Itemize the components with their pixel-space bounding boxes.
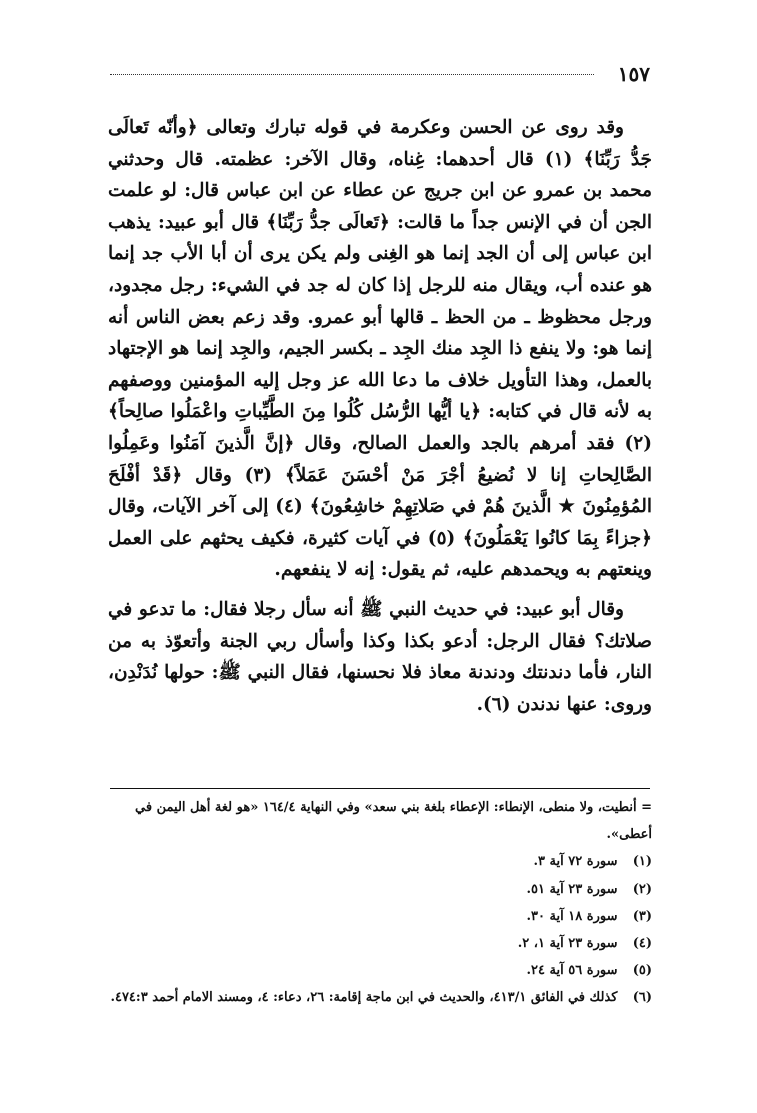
footnotes bbox=[108, 794, 652, 1012]
footnote-continuation: = أنطيت، ولا منطى، الإنطاء: الإعطاء بلغة بني سعد» وفي النهاية ١٦٤/٤ «هو لغة أهل اليمن في أعطى». bbox=[135, 800, 652, 843]
footnote-marker: (٤) bbox=[632, 936, 652, 952]
footnote-text: سورة ٥٦ آية ٢٤. bbox=[526, 963, 618, 979]
footnote-marker: (٦) bbox=[632, 990, 652, 1006]
footnote-marker: (٥) bbox=[632, 963, 652, 979]
footnote-text: سورة ٢٣ آية ٥١. bbox=[526, 881, 618, 897]
footnote-text: سورة ٢٣ آية ١، ٢. bbox=[517, 936, 618, 952]
page-header bbox=[110, 62, 650, 92]
paragraph-1: وقد روى عن الحسن وعكرمة في قوله تبارك وتعالى ﴿وأنّه تَعالَى جَدُّ رَبِّنَا﴾ (١) قال أحدهما: غِناه، وقال الآخر: عظمته. قال وحدثني محمد بن عمرو عن ابن جريج عن عطاء عن ابن عباس قال: لو علمت الجن أن في الإنس جداً ما قالت: ﴿تَعالَى جدُّ رَبِّنَا﴾ قال أبو عبيد: يذهب ابن عباس إلى أن الجد إنما هو الغِنى ولم يكن يرى أن أبا الأب جد إنما هو عنده أب، ويقال منه للرجل إذا كان له جد في الشيء: رجل مجدود، ورجل محظوظ ـ من الحظ ـ قالها أبو عمرو. وقد زعم بعض الناس أنه إنما هو: ولا ينفع ذا الجِد منك الجِد ـ بكسر الجيم، والجِد إنما هو الإجتهاد بالعمل، وهذا التأويل خلاف ما دعا الله عز وجل إليه المؤمنين ووصفهم به لأنه قال في كتابه: ﴿يا أيُّها الرُّسُل كُلُوا مِنَ الطَّيِّباتِ واعْمَلُوا صالِحاً﴾ (٢) فقد أمرهم بالجد والعمل الصالح، وقال ﴿إنَّ الَّذينَ آمَنُوا وعَمِلُوا الصَّالِحاتِ إنا لا نُضيعُ أجْرَ مَنْ أحْسَنَ عَمَلاً﴾ (٣) وقال ﴿قَدْ أفْلَحَ المُؤمِنُونَ ★ الَّذينَ هُمْ في صَلاتِهِمْ خاشِعُونَ﴾ (٤) إلى آخر الآيات، وقال ﴿جزاءً بِمَا كانُوا يَعْمَلُونَ﴾ (٥) في آيات كثيرة، فكيف يحثهم على العمل وينعتهم به ويحمدهم عليه، ثم يقول: إنه لا ينفعهم. bbox=[108, 117, 653, 581]
footnote-1 bbox=[108, 848, 652, 875]
header-rule bbox=[110, 74, 594, 75]
footnote-text: كذلك في الفائق ٤١٣/١، والحديث في ابن ماجة إقامة: ٢٦، دعاء: ٤، ومسند الامام أحمد ٤٧٤:٣. bbox=[110, 990, 618, 1006]
footnote-2 bbox=[108, 876, 652, 903]
footnote-6 bbox=[108, 984, 652, 1011]
paragraph-2: وقال أبو عبيد: في حديث النبي ﷺ أنه سأل رجلا فقال: ما تدعو في صلاتك؟ فقال الرجل: أدعو بكذا وكذا وأسأل ربي الجنة وأتعوّذ به من النار، فأما دندنتك ودندنة معاذ فلا نحسنها، فقال النبي ﷺ: حولها نُدَنْدِن، وروى: عنها ندندن (٦). bbox=[108, 598, 652, 715]
footnote-3 bbox=[108, 903, 652, 930]
footnote-marker: (١) bbox=[632, 854, 652, 870]
footnote-text: سورة ١٨ آية ٣٠. bbox=[526, 908, 618, 924]
footnote-marker: (٣) bbox=[632, 908, 652, 924]
footnote-4 bbox=[108, 930, 652, 957]
page-number: ١٥٧ bbox=[617, 62, 650, 86]
footnote-rule bbox=[110, 788, 650, 789]
footnote-marker: (٢) bbox=[632, 881, 652, 897]
footnote-5 bbox=[108, 957, 652, 984]
main-text bbox=[108, 112, 652, 720]
footnote-text: سورة ٧٢ آية ٣. bbox=[533, 854, 618, 870]
